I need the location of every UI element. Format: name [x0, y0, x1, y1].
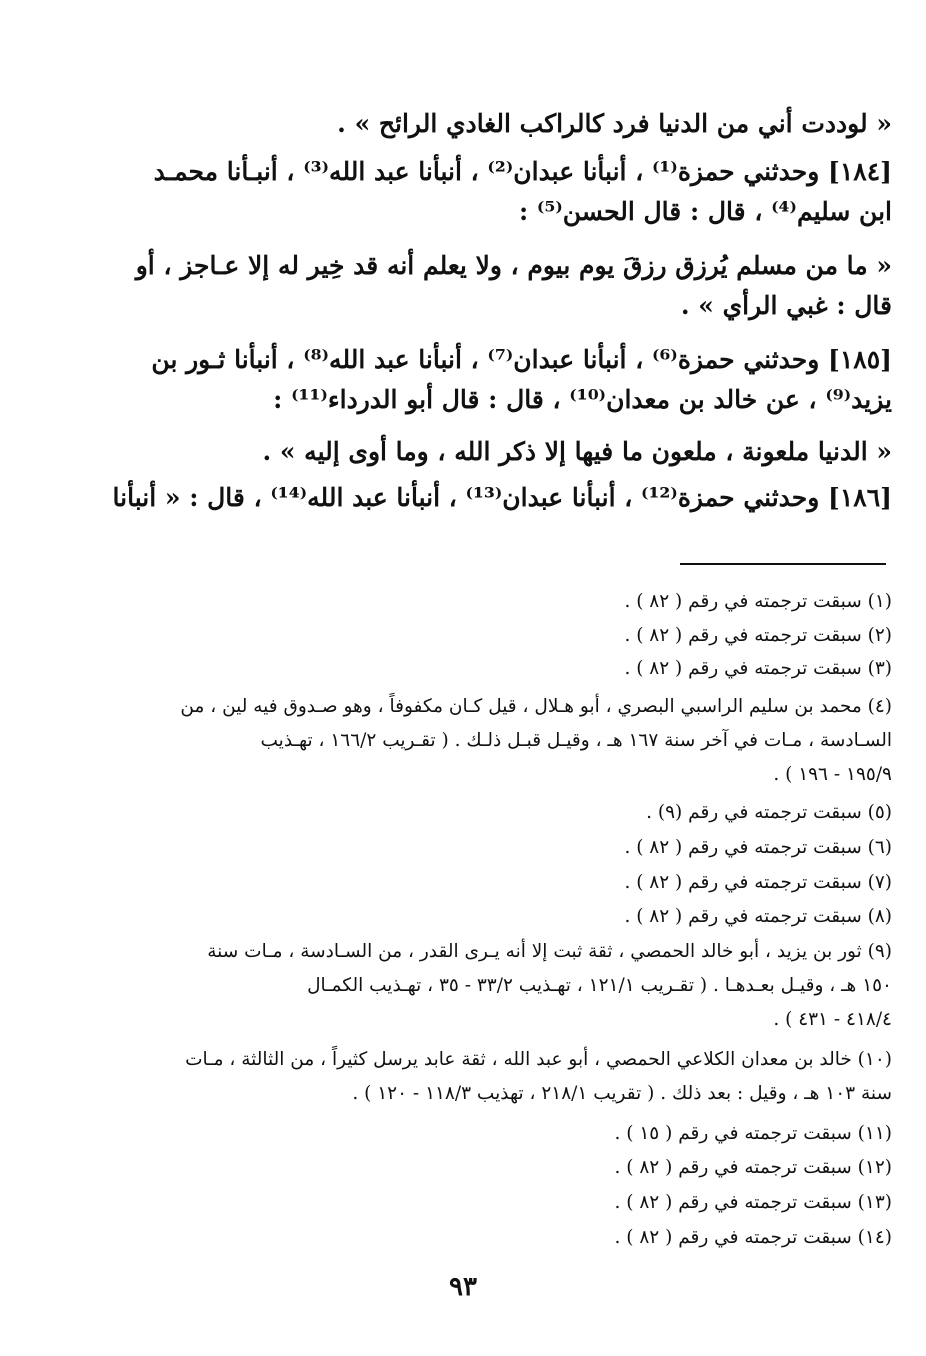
footnote-line: (١٤) سبقت ترجمته في رقم ( ٨٢ ) . — [614, 1227, 892, 1248]
text-line: ابن سليم⁽⁴⁾ ، قال : قال الحسن⁽⁵⁾ : — [518, 197, 892, 226]
text-line: يزيد⁽⁹⁾ ، عن خالد بن معدان⁽¹⁰⁾ ، قال : قال أبو الدرداء⁽¹¹⁾ : — [273, 385, 892, 414]
narration-184 — [135, 152, 892, 232]
footnote-line: ٤١٨/٤ - ٤٣١ ) . — [773, 1009, 892, 1030]
footnote-line: ١٥٠ هـ ، وقيـل بعـدهـا . ( تقـريب ١٢١/١ ، تهـذيب ٣٣/٢ - ٣٥ ، تهـذيب الكمـال — [307, 975, 892, 996]
footnote-line: ١٩٥/٩ - ١٩٦ ) . — [773, 764, 892, 785]
footnote-3 — [135, 652, 892, 686]
footnote-11 — [135, 1117, 892, 1151]
narration-185 — [135, 340, 892, 420]
footnote-10 — [135, 1043, 892, 1111]
text-line: [١٨٥] وحدثني حمزة⁽⁶⁾ ، أنبأنا عبدان⁽⁷⁾ ، أنبأنا عبد الله⁽⁸⁾ ، أنبأنا ثـور بن — [151, 345, 892, 374]
footnote-8 — [135, 900, 892, 934]
footnote-line: (١١) سبقت ترجمته في رقم ( ١٥ ) . — [614, 1123, 892, 1144]
footnote-line: السـادسة ، مـات في آخر سنة ١٦٧ هـ ، وقيـل قبـل ذلـك . ( تقـريب ١٦٦/٢ ، تهـذيب — [260, 730, 892, 751]
footnote-line: (٩) ثور بن يزيد ، أبو خالد الحمصي ، ثقة ثبت إلا أنه يـرى القدر ، من السـادسة ، مـات سنة — [207, 941, 892, 962]
page-number: ٩٣ — [449, 1272, 477, 1302]
footnote-line: (٦) سبقت ترجمته في رقم ( ٨٢ ) . — [624, 837, 892, 858]
footnote-6 — [135, 831, 892, 865]
footnote-13 — [135, 1186, 892, 1220]
footnote-line: (٣) سبقت ترجمته في رقم ( ٨٢ ) . — [624, 658, 892, 679]
footnote-line: (١) سبقت ترجمته في رقم ( ٨٢ ) . — [624, 591, 892, 612]
footnote-line: (١٣) سبقت ترجمته في رقم ( ٨٢ ) . — [614, 1192, 892, 1213]
quote-paragraph-3 — [135, 432, 892, 472]
footnote-4 — [135, 690, 892, 792]
quote-paragraph-1 — [135, 104, 892, 144]
narration-186 — [112, 478, 892, 518]
footnote-line: سنة ١٠٣ هـ ، وقيل : بعد ذلك . ( تقريب ٢١٨/١ ، تهذيب ١١٨/٣ - ١٢٠ ) . — [352, 1083, 892, 1104]
footnote-12 — [135, 1151, 892, 1185]
text-line: [١٨٦] وحدثني حمزة⁽¹²⁾ ، أنبأنا عبدان⁽¹³⁾ ، أنبأنا عبد الله⁽¹⁴⁾ ، قال : « أنبأنا — [112, 483, 892, 512]
footnote-line: (٧) سبقت ترجمته في رقم ( ٨٢ ) . — [624, 872, 892, 893]
footnote-2 — [135, 619, 892, 653]
quote-paragraph-2 — [135, 246, 892, 326]
footnote-line: (٢) سبقت ترجمته في رقم ( ٨٢ ) . — [624, 625, 892, 646]
footnote-5 — [135, 796, 892, 830]
text-line: « لوددت أني من الدنيا فرد كالراكب الغادي الرائح » . — [337, 109, 892, 138]
text-line: « ما من مسلم يُرزق رزقَ يوم بيوم ، ولا يعلم أنه قد خِير له إلا عـاجز ، أو — [135, 251, 892, 280]
footnote-line: (٤) محمد بن سليم الراسبي البصري ، أبو هـلال ، قيل كـان مكفوفاً ، وهو صـدوق فيه لين ، من — [180, 696, 892, 717]
footnote-separator — [680, 563, 886, 565]
text-line: « الدنيا ملعونة ، ملعون ما فيها إلا ذكر الله ، وما أوى إليه » . — [262, 437, 892, 466]
text-line: [١٨٤] وحدثني حمزة⁽¹⁾ ، أنبأنا عبدان⁽²⁾ ، أنبأنا عبد الله⁽³⁾ ، أنبـأنا محمـد — [153, 157, 892, 186]
footnote-line: (٥) سبقت ترجمته في رقم (٩) . — [646, 802, 892, 823]
footnote-14 — [135, 1221, 892, 1255]
footnote-line: (١٢) سبقت ترجمته في رقم ( ٨٢ ) . — [614, 1157, 892, 1178]
footnote-line: (١٠) خالد بن معدان الكلاعي الحمصي ، أبو عبد الله ، ثقة عابد يرسل كثيراً ، من الثالثة ، مـات — [185, 1049, 892, 1070]
footnote-7 — [135, 866, 892, 900]
footnote-1 — [135, 585, 892, 619]
footnote-9 — [135, 935, 892, 1037]
footnote-line: (٨) سبقت ترجمته في رقم ( ٨٢ ) . — [624, 906, 892, 927]
text-line: قال : غبي الرأي » . — [680, 291, 892, 320]
